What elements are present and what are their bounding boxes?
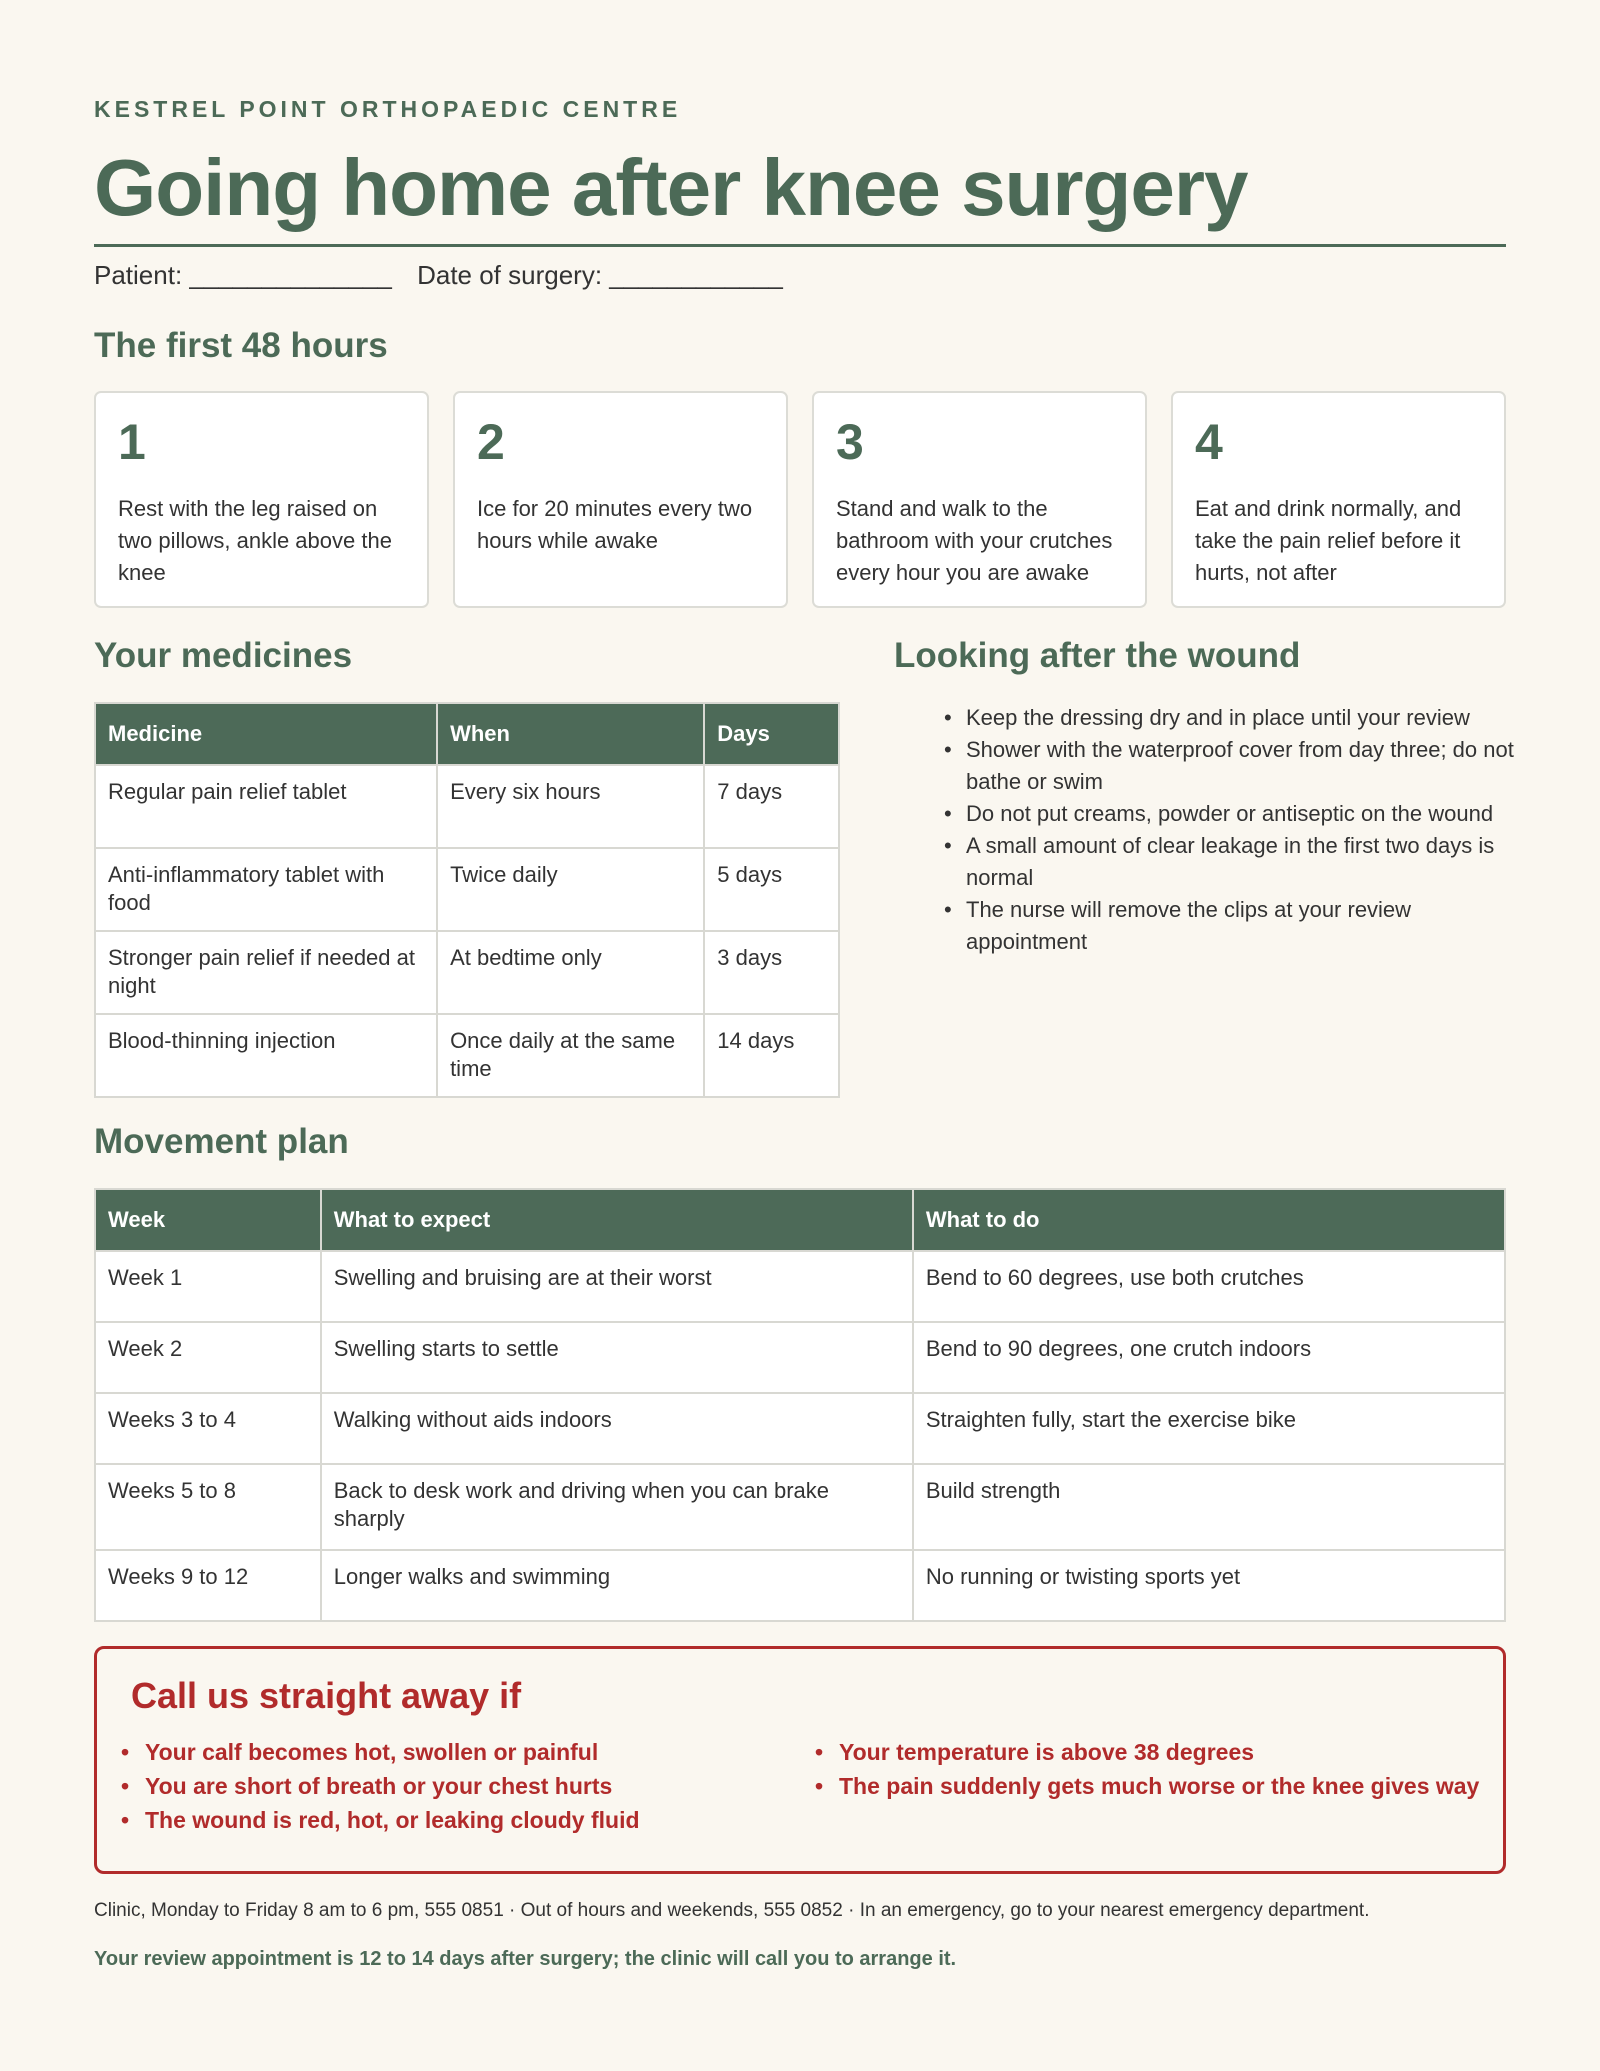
table-cell: Straighten fully, start the exercise bike: [913, 1393, 1505, 1464]
table-cell: Once daily at the same time: [437, 1014, 704, 1097]
table-cell: Back to desk work and driving when you can brake sharply: [321, 1464, 913, 1550]
patient-field: Patient: ______________: [94, 260, 392, 290]
step-number: 2: [477, 414, 505, 470]
column-header: Days: [704, 703, 839, 765]
column-header: Week: [95, 1189, 321, 1251]
warning-item: • The pain suddenly gets much worse or the knee gives way: [791, 1769, 1479, 1803]
warning-item: • You are short of breath or your chest hurts: [97, 1769, 640, 1803]
warning-heading: Call us straight away if: [131, 1675, 522, 1716]
contact-details: Clinic, Monday to Friday 8 am to 6 pm, 555 0851 · Out of hours and weekends, 555 0852 · In an emergency, go to your nearest emergency department.: [94, 1900, 1370, 1921]
table-cell: Bend to 60 degrees, use both crutches: [913, 1251, 1505, 1322]
table-row: [95, 848, 839, 931]
step-text: Rest with the leg raised on two pillows, ankle above the knee: [118, 496, 392, 585]
table-cell: Swelling and bruising are at their worst: [321, 1251, 913, 1322]
table-row: [95, 1464, 1505, 1550]
table-cell: Weeks 5 to 8: [95, 1464, 321, 1550]
first48-steps: [94, 391, 1506, 608]
table-cell: Twice daily: [437, 848, 704, 931]
table-cell: Week 2: [95, 1322, 321, 1393]
table-cell: No running or twisting sports yet: [913, 1550, 1505, 1621]
organisation-name: KESTREL POINT ORTHOPAEDIC CENTRE: [94, 96, 682, 122]
list-item: • Do not put creams, powder or antiseptic on the wound: [920, 798, 1520, 830]
table-cell: Week 1: [95, 1251, 321, 1322]
warning-item: • Your calf becomes hot, swollen or painful: [97, 1735, 640, 1769]
table-row: [95, 1322, 1505, 1393]
medicines-heading: Your medicines: [94, 636, 353, 675]
page-title: Going home after knee surgery: [94, 143, 1248, 232]
wound-care-list: [920, 702, 1520, 958]
review-note: Your review appointment is 12 to 14 days after surgery; the clinic will call you to arrange it.: [94, 1948, 957, 1970]
table-cell: Blood-thinning injection: [95, 1014, 437, 1097]
step-card: [453, 391, 788, 608]
step-text: Stand and walk to the bathroom with your crutches every hour you are awake: [836, 496, 1113, 585]
step-number: 1: [118, 414, 146, 470]
table-cell: At bedtime only: [437, 931, 704, 1014]
movement-table: [94, 1188, 1506, 1622]
list-item: • Shower with the waterproof cover from day three; do not bathe or swim: [920, 734, 1520, 798]
table-cell: 3 days: [704, 931, 839, 1014]
table-cell: Swelling starts to settle: [321, 1322, 913, 1393]
table-header-row: [95, 703, 839, 765]
table-cell: Walking without aids indoors: [321, 1393, 913, 1464]
column-header: Medicine: [95, 703, 437, 765]
warning-list-right: [791, 1735, 1479, 1803]
column-header: What to expect: [321, 1189, 913, 1251]
table-cell: Weeks 9 to 12: [95, 1550, 321, 1621]
step-text: Eat and drink normally, and take the pain relief before it hurts, not after: [1195, 496, 1462, 585]
table-row: [95, 931, 839, 1014]
table-row: [95, 1550, 1505, 1621]
first48-heading: The first 48 hours: [94, 326, 388, 365]
table-cell: Longer walks and swimming: [321, 1550, 913, 1621]
table-cell: Bend to 90 degrees, one crutch indoors: [913, 1322, 1505, 1393]
warning-item: • The wound is red, hot, or leaking cloudy fluid: [97, 1803, 640, 1837]
step-card: [94, 391, 429, 608]
table-cell: Stronger pain relief if needed at night: [95, 931, 437, 1014]
list-item: • Keep the dressing dry and in place until your review: [920, 702, 1520, 734]
step-card: [1171, 391, 1506, 608]
table-header-row: [95, 1189, 1505, 1251]
table-cell: Regular pain relief tablet: [95, 765, 437, 848]
step-text: Ice for 20 minutes every two hours while awake: [477, 496, 753, 553]
warning-item: • Your temperature is above 38 degrees: [791, 1735, 1479, 1769]
movement-heading: Movement plan: [94, 1122, 349, 1161]
table-row: [95, 1014, 839, 1097]
table-cell: 5 days: [704, 848, 839, 931]
wound-heading: Looking after the wound: [894, 636, 1301, 675]
warning-list-left: [97, 1735, 640, 1837]
table-cell: Weeks 3 to 4: [95, 1393, 321, 1464]
list-item: • The nurse will remove the clips at your review appointment: [920, 894, 1520, 958]
table-cell: 14 days: [704, 1014, 839, 1097]
surgery-date-field: Date of surgery: ____________: [417, 260, 783, 290]
step-card: [812, 391, 1147, 608]
medicines-table: [94, 702, 840, 1098]
step-number: 4: [1195, 414, 1223, 470]
step-number: 3: [836, 414, 864, 470]
table-cell: 7 days: [704, 765, 839, 848]
table-row: [95, 765, 839, 848]
column-header: When: [437, 703, 704, 765]
table-row: [95, 1251, 1505, 1322]
table-cell: Build strength: [913, 1464, 1505, 1550]
table-cell: Every six hours: [437, 765, 704, 848]
table-row: [95, 1393, 1505, 1464]
patient-fields: [94, 260, 783, 291]
column-header: What to do: [913, 1189, 1505, 1251]
list-item: • A small amount of clear leakage in the first two days is normal: [920, 830, 1520, 894]
table-cell: Anti-inflammatory tablet with food: [95, 848, 437, 931]
title-divider: [94, 244, 1506, 247]
warning-box: [94, 1646, 1506, 1874]
